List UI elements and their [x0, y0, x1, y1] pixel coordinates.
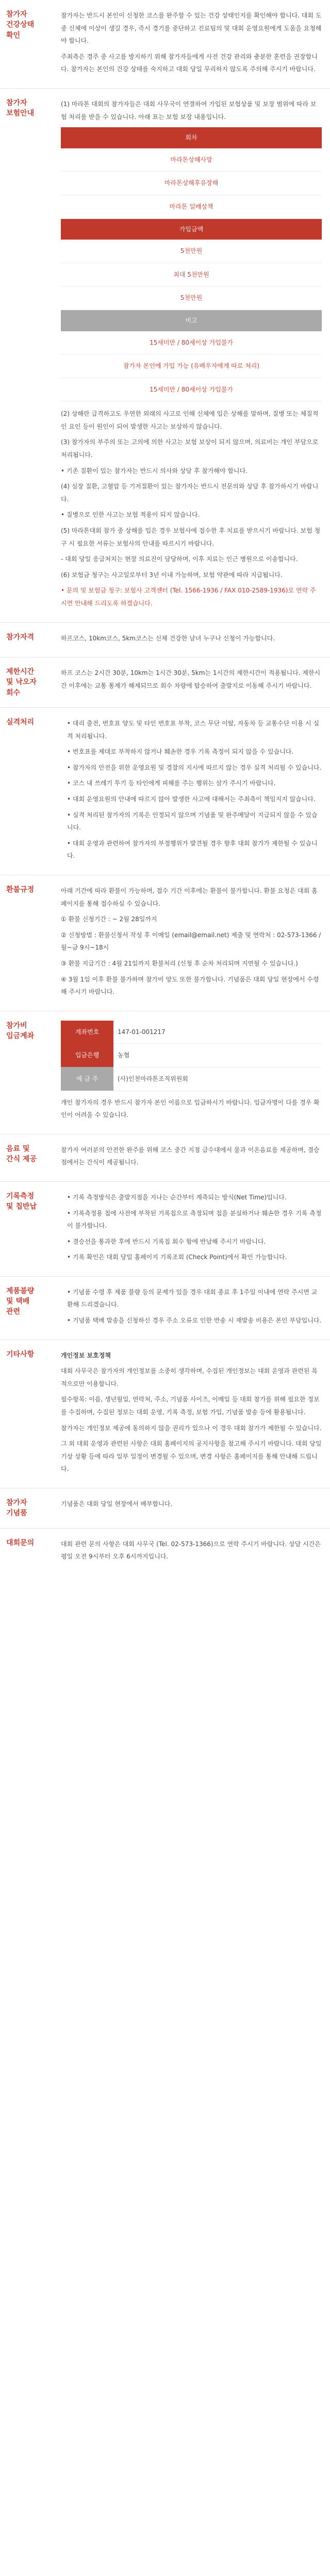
label-line: 간식 제공 — [6, 1155, 37, 1164]
section-refreshments — [0, 1134, 330, 1181]
section-label — [0, 1191, 61, 1267]
paragraph: ② 신청방법 : 환불신청서 작성 후 이메일 (email@email.net) 제출 및 연락처 : 02-573-1366 / 월~금 9시~18시 — [61, 931, 321, 952]
label-line: 기념품 — [6, 1509, 27, 1518]
paragraph: ③ 환불 지급기간 : 4월 21일까지 환불처리 (신청 후 순차 처리되며 지연될 수 있습니다.) — [61, 959, 298, 967]
paragraph: 주최측은 경주 중 사고를 방지하기 위해 참가자들에게 사전 건강 관리와 충분한 훈련을 권장합니다. 참가자는 본인의 건강 상태를 숙지하고 대회 당일 무리하지 않도록 주의해 주시기 바랍니다. — [61, 53, 318, 73]
paragraph: ④ 3월 1일 이후 환불 불가하며 참가비 양도 또한 불가합니다. 기념품은 대회 당일 현장에서 수령해 주시기 바랍니다. — [61, 975, 319, 996]
table-cell: 15세미만 / 80세이상 가입불가 — [61, 378, 322, 401]
section-content — [61, 717, 330, 866]
paragraph: 기념품은 대회 당일 현장에서 배부합니다. — [61, 1500, 173, 1508]
list-item: • 기록 확인은 대회 당일 홈페이지 기록조회 (Check Point)에서 확인 가능합니다. — [67, 1251, 322, 1264]
label-line: 대회문의 — [6, 1538, 35, 1547]
list-item: • 결승선을 통과한 후에 반드시 기록칩 회수 함에 반납해 주시기 바랍니다. — [67, 1235, 322, 1248]
list-item: • 참가자의 안전을 위한 운영요원 및 경찰의 지시에 따르지 않는 경우 실격 처리될 수 있습니다. — [67, 761, 322, 774]
rule-list — [61, 1191, 322, 1264]
table-cell: 참가자 본인에 가입 가능 (유배우자에게 따로 처리) — [61, 354, 322, 378]
section-record — [0, 1181, 330, 1276]
label-line: 건강상태 — [6, 21, 35, 29]
rule-list — [61, 1286, 322, 1327]
label-line: 기타사항 — [6, 1350, 35, 1359]
section-refund — [0, 875, 330, 1011]
section-label — [0, 885, 61, 1002]
section-content — [61, 1538, 330, 1566]
label-line: 제품불량 — [6, 1286, 35, 1295]
section-label — [0, 98, 61, 613]
section-content — [61, 632, 330, 648]
label-line: 보험안내 — [6, 109, 35, 118]
table-cell: 5천만원 — [61, 240, 322, 263]
paragraph: (2) 상해란 급격하고도 우연한 외래의 사고로 인해 신체에 입은 상해를 말하며, 질병 또는 체질적인 요인 등이 원인이 되어 발생한 사고는 보상하지 않습니다. — [61, 410, 319, 430]
account-table — [61, 1021, 322, 1091]
table-header: 예 금 주 — [61, 1067, 113, 1091]
list-item: • 대회 운영과 관련하여 참가자의 부정행위가 발견될 경우 향후 대회 참가가 제한될 수 있습니다. — [67, 837, 322, 862]
section-content — [61, 98, 330, 613]
section-eligibility — [0, 622, 330, 657]
label-line: 참가비 — [6, 1021, 27, 1030]
section-label — [0, 1349, 61, 1479]
table-header: 계좌번호 — [61, 1021, 113, 1044]
paragraph: (4) 심장 질환, 고혈압 등 기저질환이 있는 참가자는 반드시 전문의와 상담 후 참가하시기 바랍니다. — [61, 483, 319, 503]
paragraph: • 질병으로 인한 사고는 보험 적용이 되지 않습니다. — [61, 511, 200, 519]
section-content — [61, 667, 330, 698]
section-label — [0, 1286, 61, 1330]
table-header: 가입금액 — [61, 218, 322, 240]
paragraph: - 대회 당일 응급처치는 현장 의료진이 담당하며, 이후 치료는 인근 병원으로 이송합니다. — [61, 555, 298, 563]
privacy-title: 개인정보 보호정책 — [61, 1351, 111, 1359]
section-content — [61, 1021, 330, 1125]
list-item: • 기념품 수령 후 제품 불량 등의 문제가 있을 경우 대회 종료 후 1주일 이내에 연락 주시면 교환해 드리겠습니다. — [67, 1286, 322, 1311]
paragraph: 필수항목: 이름, 생년월일, 연락처, 주소, 기념품 사이즈, 이메일 등 대회 참가를 위해 필요한 정보를 수집하며, 수집된 정보는 대회 운영, 기록 측정, 보험 가입, 기념품 발송 등에 활용됩니다. — [61, 1396, 320, 1416]
paragraph: • 기존 질환이 있는 참가자는 반드시 의사와 상담 후 참가해야 합니다. — [61, 467, 248, 474]
table-header: 입금은행 — [61, 1044, 113, 1067]
section-label — [0, 717, 61, 866]
paragraph: (1) 마라톤 대회의 참가자들은 대회 사무국이 연결하여 가입된 보험상품 및 보장 범위에 따라 보험 처리를 받을 수 있습니다. 아래 표는 보험 보장 내용입니다. — [61, 100, 317, 121]
bank-name: 농협 — [113, 1044, 322, 1067]
section-contact — [0, 1528, 330, 1575]
table-cell: 5천만원 — [61, 286, 322, 310]
paragraph: 하프코스, 10km코스, 5km코스는 신체 건강한 남녀 누구나 신청이 가능합니다. — [61, 634, 275, 642]
paragraph: 대회 사무국은 참가자의 개인정보를 소중히 생각하며, 수집된 개인정보는 대회 운영과 관련된 목적으로만 이용합니다. — [61, 1367, 318, 1387]
table-cell: 15세미만 / 80세이상 가입불가 — [61, 331, 322, 354]
label-line: 관련 — [6, 1308, 21, 1316]
contact-note: • 문의 및 보험금 청구: 보험사 고객센터 (Tel. 1566-1936 / FAX 010-2589-1936)로 연락 주시면 안내해 드리도록 하겠습니다. — [61, 587, 316, 607]
section-label — [0, 9, 61, 79]
list-item: • 기록 측정방식은 출발지점을 지나는 순간부터 계측되는 방식(Net Time)입니다. — [67, 1191, 322, 1204]
list-item: • 기록측정용 칩에 사전에 부착된 기록칩으로 측정되며 칩을 분실하거나 훼손한 경우 기록 측정이 불가합니다. — [67, 1207, 322, 1232]
section-label — [0, 667, 61, 698]
label-line: 및 택배 — [6, 1297, 30, 1306]
section-label — [0, 1498, 61, 1519]
section-content — [61, 1191, 330, 1267]
paragraph: 아래 기간에 따라 환불이 가능하며, 접수 기간 이후에는 환불이 불가합니다. 환불 요청은 대회 홈페이지를 통해 접수하실 수 있습니다. — [61, 887, 318, 907]
section-label — [0, 1538, 61, 1566]
section-label — [0, 632, 61, 648]
section-label — [0, 1144, 61, 1172]
list-item: • 실격 처리된 참가자의 기록은 인정되지 않으며 기념품 및 완주메달이 지급되지 않을 수 있습니다. — [67, 809, 322, 834]
account-holder: (사)인천마라톤조직위원회 — [113, 1067, 322, 1091]
table-header: 비고 — [61, 310, 322, 331]
label-line: 참가자 — [6, 1499, 27, 1507]
paragraph: 참가자는 반드시 본인이 신청한 코스를 완주할 수 있는 건강 상태인지를 확인해야 합니다. 대회 도중 신체에 이상이 생길 경우, 즉시 경기를 중단하고 진료팀의 및 대회 운영요원에게 도움을 요청해야 합니다. — [61, 12, 322, 45]
paragraph: 대회 관련 문의 사항은 대회 사무국 (Tel. 02-573-1366)으로 연락 주시기 바랍니다. 상담 시간은 평일 오전 9시부터 오후 6시까지입니다. — [61, 1540, 321, 1561]
account-number: 147-01-001217 — [113, 1021, 322, 1044]
label-line: 확인 — [6, 31, 21, 40]
paragraph: 하프 코스는 2시간 30분, 10km는 1시간 30분, 5km는 1시간의 제한시간이 적용됩니다. 제한시간 이후에는 교통 통제가 해제되므로 회수 차량에 탑승하여 출발지로 이동해 주시기 바랍니다. — [61, 669, 321, 689]
label-line: 회수 — [6, 688, 21, 697]
paragraph: 참가자 여러분의 안전한 완주를 위해 코스 중간 지점 급수대에서 물과 이온음료를 제공하며, 결승점에서는 간식이 제공됩니다. — [61, 1146, 320, 1166]
table-cell: 마라톤상해사망 — [61, 148, 322, 172]
table-header: 회차 — [61, 127, 322, 148]
list-item: • 기념품 택배 발송을 신청하신 경우 주소 오류로 인한 반송 시 재발송 비용은 본인 부담입니다. — [67, 1314, 322, 1327]
section-label — [0, 1021, 61, 1125]
table-cell: 최대 5천만원 — [61, 263, 322, 286]
label-line: 참가자 — [6, 98, 27, 107]
section-health-check — [0, 0, 330, 88]
section-content — [61, 1498, 330, 1519]
label-line: 기록측정 — [6, 1192, 35, 1200]
section-gift — [0, 1488, 330, 1528]
section-content — [61, 1286, 330, 1330]
insurance-table — [61, 127, 322, 401]
paragraph: (5) 마라톤대회 참가 중 상해를 입은 경우 보험사에 접수한 후 치료를 받으시기 바랍니다. 보험 청구 시 필요한 서류는 보험사의 안내를 따르시기 바랍니다. — [61, 527, 321, 547]
label-line: 음료 및 — [6, 1144, 30, 1153]
list-item: • 대회 운영요원의 안내에 따르지 않아 발생한 사고에 대해서는 주최측이 책임지지 않습니다. — [67, 793, 322, 806]
table-cell: 마라톤 일배상책 — [61, 195, 322, 218]
paragraph: 개인 참가자의 경우 반드시 참가자 본인 이름으로 입금하시기 바랍니다. 입금자명이 다를 경우 확인이 어려울 수 있습니다. — [61, 1098, 320, 1119]
label-line: 참가자 — [6, 10, 27, 19]
label-line: 및 칩반납 — [6, 1202, 37, 1211]
list-item: • 코스 내 쓰레기 투기 등 타인에게 피해를 주는 행위는 삼가 주시기 바랍니다. — [67, 777, 322, 790]
label-line: 참가자격 — [6, 633, 35, 641]
paragraph: (6) 보험금 청구는 사고일로부터 3년 이내 가능하며, 보험 약관에 따라 지급됩니다. — [61, 571, 283, 579]
paragraph: (3) 참가자의 부주의 또는 고의에 의한 사고는 보험 보상이 되지 않으며, 의료비는 개인 부담으로 처리됩니다. — [61, 438, 319, 459]
section-goods — [0, 1276, 330, 1340]
paragraph: 참가자는 개인정보 제공에 동의하지 않을 권리가 있으나 이 경우 대회 참가가 제한될 수 있습니다. — [61, 1424, 322, 1432]
rule-list — [61, 717, 322, 862]
list-item: • 번호표를 제대로 부착하지 않거나 훼손한 경우 기록 측정이 되지 않을 수 있습니다. — [67, 745, 322, 758]
list-item: • 대리 출전, 번호표 양도 및 타인 번호표 부착, 코스 무단 이탈, 자동차 등 교통수단 이용 시 실격 처리됩니다. — [67, 717, 322, 742]
label-line: 입금계좌 — [6, 1032, 35, 1041]
section-privacy — [0, 1340, 330, 1488]
label-line: 및 낙오자 — [6, 678, 37, 687]
section-time-limit — [0, 657, 330, 707]
section-insurance — [0, 88, 330, 622]
table-cell: 마라톤상해후유장해 — [61, 172, 322, 195]
section-content — [61, 885, 330, 1002]
section-content — [61, 1144, 330, 1172]
label-line: 실격처리 — [6, 718, 35, 727]
paragraph: 그 외 대회 운영과 관련된 사항은 대회 홈페이지의 공지사항을 참고해 주시기 바랍니다. 대회 당일 기상 상황 등에 따라 일부 일정이 변경될 수 있으며, 변경 사항은 홈페이지를 통해 안내해 드립니다. — [61, 1440, 322, 1473]
section-account — [0, 1011, 330, 1134]
section-content — [61, 1349, 330, 1479]
section-disqualification — [0, 707, 330, 875]
paragraph: ① 환불 신청기간 : ~ 2월 28일까지 — [61, 916, 157, 923]
section-content — [61, 9, 330, 79]
label-line: 제한시간 — [6, 668, 35, 676]
label-line: 환불규정 — [6, 886, 35, 894]
